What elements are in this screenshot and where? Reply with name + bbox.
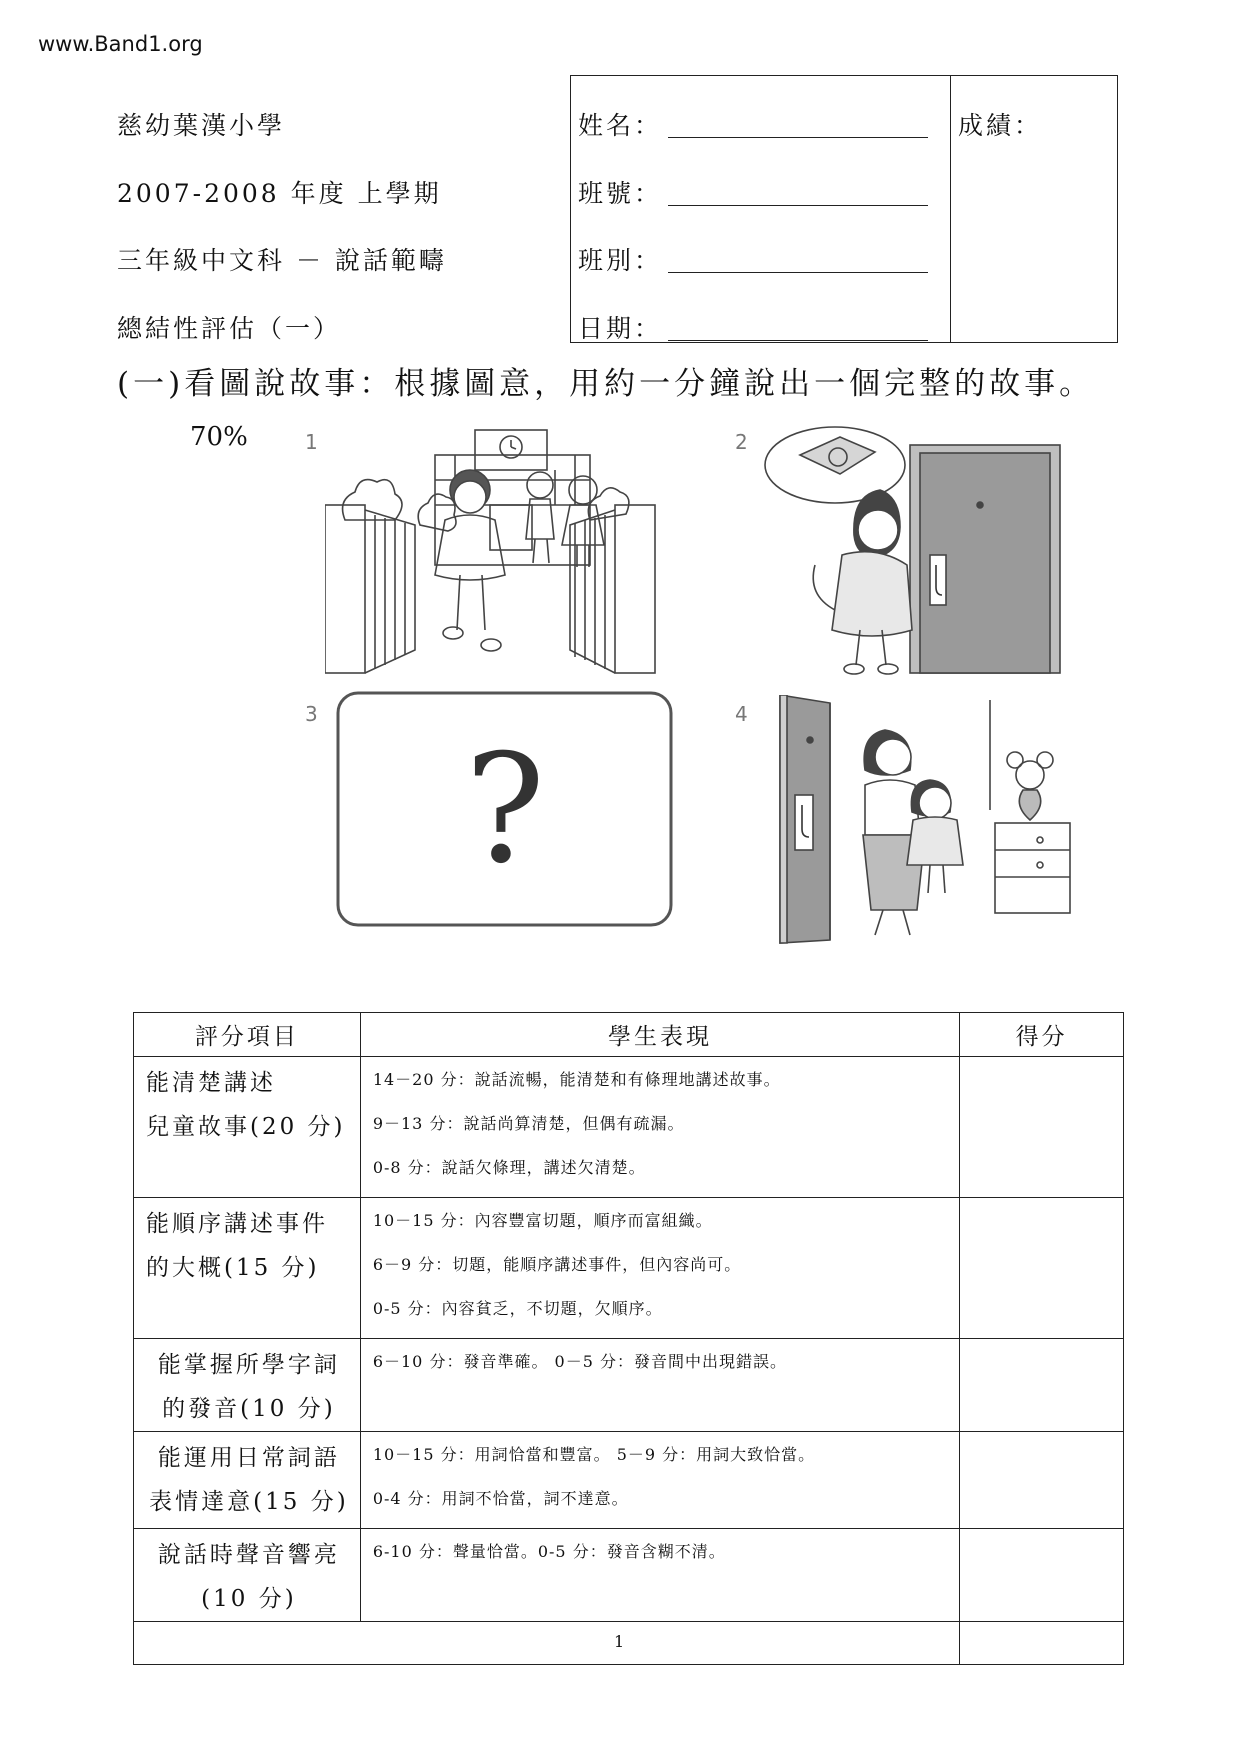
table-row	[134, 1339, 1124, 1432]
page-number: 1	[614, 1632, 625, 1651]
criterion-cell	[134, 1339, 361, 1432]
criterion-line: 的發音(10 分)	[162, 1396, 336, 1422]
class-field[interactable]	[668, 272, 928, 273]
name-field[interactable]	[668, 137, 928, 138]
performance-level: 9－13 分：說話尚算清楚，但偶有疏漏。	[372, 1114, 685, 1133]
total-score-cell[interactable]	[960, 1622, 1124, 1665]
performance-cell	[360, 1529, 959, 1622]
performance-level: 0-8 分：說話欠條理，講述欠清楚。	[372, 1158, 646, 1177]
header-score: 得分	[960, 1013, 1124, 1057]
school-name: 慈幼葉漢小學	[117, 111, 286, 140]
score-cell[interactable]	[960, 1432, 1124, 1529]
total-row	[134, 1622, 1124, 1665]
site-url: www.Band1.org	[38, 32, 203, 56]
criterion-cell	[134, 1529, 361, 1622]
performance-level: 6－9 分：切題，能順序講述事件，但內容尚可。	[372, 1255, 742, 1274]
performance-level: 0-5 分：內容貧乏，不切題，欠順序。	[372, 1299, 663, 1318]
assessment-title: 總結性評估（一）	[117, 314, 342, 343]
performance-cell	[360, 1057, 959, 1198]
number-label: 班號：	[578, 179, 663, 208]
performance-level: 6-10 分：聲量恰當。0-5 分：發音含糊不清。	[372, 1542, 726, 1561]
section-weight: 70%	[190, 422, 248, 452]
picture-number-2: 2	[735, 430, 748, 454]
class-label: 班別：	[578, 246, 663, 275]
header-performance: 學生表現	[360, 1013, 959, 1057]
performance-cell	[360, 1198, 959, 1339]
school-gate-illustration	[325, 425, 660, 675]
score-cell[interactable]	[960, 1057, 1124, 1198]
criterion-line: 能順序講述事件	[146, 1211, 328, 1237]
criterion-line: 能掌握所學字詞	[157, 1352, 340, 1378]
date-label: 日期：	[578, 314, 663, 343]
performance-level: 0-4 分：用詞不恰當，詞不達意。	[372, 1489, 629, 1508]
performance-level: 10－15 分：內容豐富切題，順序而富組織。	[372, 1211, 713, 1230]
total-label-cell	[134, 1622, 960, 1665]
performance-level: 6－10 分：發音準確。 0－5 分：發音間中出現錯誤。	[372, 1352, 787, 1371]
header-criteria: 評分項目	[134, 1013, 361, 1057]
criterion-cell	[134, 1198, 361, 1339]
criterion-line: 能運用日常詞語	[157, 1445, 340, 1471]
table-row	[134, 1198, 1124, 1339]
question-mark: ?	[464, 723, 546, 897]
performance-cell	[360, 1339, 959, 1432]
criterion-line: 兒童故事(20 分)	[146, 1114, 346, 1140]
subject-title: 三年級中文科 － 說話範疇	[117, 246, 447, 275]
mother-and-girl-illustration	[735, 695, 1075, 945]
performance-cell	[360, 1432, 959, 1529]
table-row	[134, 1057, 1124, 1198]
score-cell[interactable]	[960, 1198, 1124, 1339]
criterion-cell	[134, 1057, 361, 1198]
school-year: 2007-2008 年度 上學期	[117, 179, 442, 208]
performance-level: 10－15 分：用詞恰當和豐富。 5－9 分：用詞大致恰當。	[372, 1445, 816, 1464]
score-cell[interactable]	[960, 1339, 1124, 1432]
info-box-divider	[950, 75, 951, 343]
date-field[interactable]	[668, 340, 928, 341]
picture-number-3: 3	[305, 702, 318, 726]
criterion-line: 的大概(15 分)	[146, 1255, 320, 1281]
criterion-line: (10 分)	[201, 1586, 297, 1612]
rubric-header-row	[134, 1013, 1124, 1057]
rubric-table	[133, 1012, 1124, 1665]
girl-at-door-illustration	[760, 425, 1065, 675]
picture-number-1: 1	[305, 430, 318, 454]
criterion-line: 表情達意(15 分)	[149, 1489, 349, 1515]
section-instruction: (一)看圖說故事：根據圖意，用約一分鐘說出一個完整的故事。	[117, 366, 1095, 402]
name-label: 姓名：	[578, 111, 663, 140]
score-label: 成績：	[958, 111, 1043, 140]
criterion-line: 說話時聲音響亮	[157, 1542, 340, 1568]
criterion-cell	[134, 1432, 361, 1529]
number-field[interactable]	[668, 205, 928, 206]
table-row	[134, 1529, 1124, 1622]
table-row	[134, 1432, 1124, 1529]
performance-level: 14－20 分：說話流暢，能清楚和有條理地講述故事。	[372, 1070, 781, 1089]
picture-number-4: 4	[735, 702, 748, 726]
score-cell[interactable]	[960, 1529, 1124, 1622]
criterion-line: 能清楚講述	[146, 1070, 276, 1096]
